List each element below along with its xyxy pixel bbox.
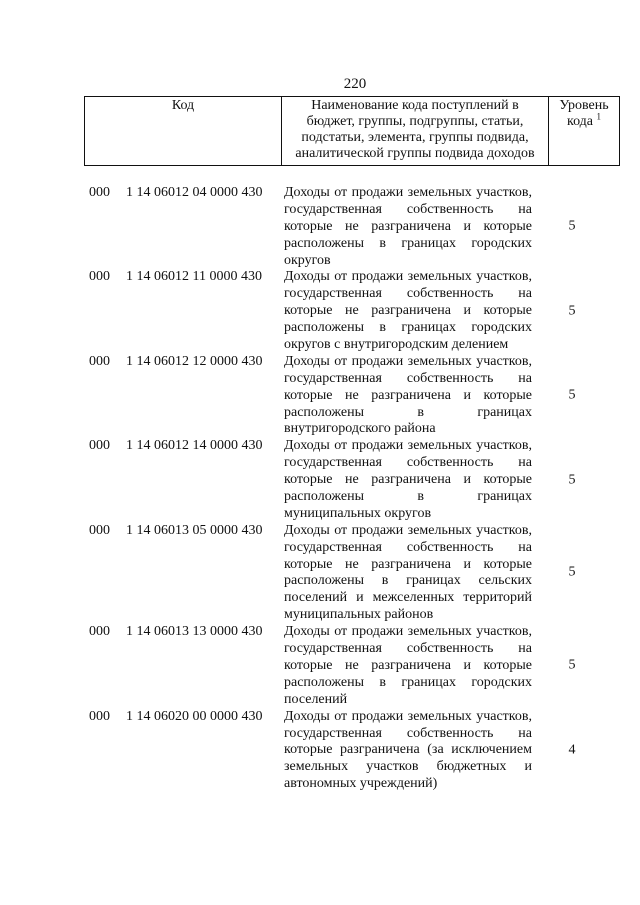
revenue-name — [284, 185, 532, 269]
admin-code: 000 — [89, 185, 110, 200]
revenue-name-line: которые не разграничена и которые — [284, 556, 532, 572]
revenue-code: 1 14 06012 12 0000 430 — [126, 353, 263, 369]
revenue-name-line: государственная собственность на — [284, 286, 532, 302]
revenue-name-line: государственная собственность на — [284, 641, 532, 657]
revenue-name-line: государственная собственность на — [284, 455, 532, 471]
revenue-name-line: поселений — [284, 691, 348, 707]
revenue-name — [284, 354, 532, 438]
revenue-name-line: муниципальных районов — [284, 607, 434, 623]
table-row — [0, 523, 640, 624]
admin-code: 000 — [89, 269, 110, 285]
revenue-name-line: Доходы от продажи земельных участков, — [284, 438, 532, 454]
header-name-cell — [282, 97, 549, 166]
revenue-code: 1 14 06020 00 0000 430 — [126, 708, 263, 724]
revenue-name — [284, 269, 532, 353]
code-level: 5 — [568, 218, 576, 234]
revenue-name-line: расположены в границах городских — [284, 674, 532, 690]
revenue-name-line: Доходы от продажи земельных участков, — [284, 185, 532, 200]
revenue-name-line: государственная собственность на — [284, 539, 532, 555]
header-level-word: кода — [566, 114, 594, 129]
table-row — [0, 624, 640, 708]
admin-code: 000 — [89, 438, 110, 454]
revenue-name — [284, 438, 532, 522]
revenue-name-line: которые не разграничена и которые — [284, 387, 532, 403]
revenue-name-line: которые не разграничена и которые — [284, 657, 532, 673]
revenue-code: 1 14 06012 04 0000 430 — [126, 185, 263, 200]
table-row — [0, 269, 640, 353]
footnote-mark: 1 — [596, 111, 602, 122]
page-number: 220 — [343, 76, 367, 92]
revenue-name — [284, 523, 532, 624]
revenue-name-line: округов — [284, 252, 331, 268]
revenue-name-line: поселений и межселенных территорий — [284, 590, 532, 606]
revenue-name — [284, 624, 532, 708]
header-level-cell — [549, 97, 620, 166]
revenue-name-line: земельных участков бюджетных и — [284, 759, 532, 775]
header-name-line: подстатьи, элемента, группы подвида, — [301, 130, 529, 145]
revenue-name-line: внутригородского района — [284, 421, 436, 437]
revenue-name-line: которые разграничена (за исключением — [284, 742, 532, 758]
admin-code: 000 — [89, 708, 110, 724]
table-header — [84, 96, 620, 166]
header-name-line: аналитической группы подвида доходов — [295, 146, 535, 161]
code-level: 5 — [568, 565, 576, 581]
revenue-name-line: Доходы от продажи земельных участков, — [284, 708, 532, 724]
revenue-name-line: муниципальных округов — [284, 505, 432, 521]
admin-code: 000 — [89, 353, 110, 369]
revenue-code: 1 14 06013 13 0000 430 — [126, 624, 263, 640]
revenue-name-line: государственная собственность на — [284, 370, 532, 386]
header-code-cell — [85, 97, 282, 166]
code-level: 5 — [568, 472, 576, 488]
table-row — [0, 354, 640, 438]
code-level: 4 — [568, 742, 576, 758]
revenue-name-line: Доходы от продажи земельных участков, — [284, 269, 532, 285]
revenue-name-line: государственная собственность на — [284, 725, 532, 741]
table-row — [0, 185, 640, 269]
revenue-code: 1 14 06012 11 0000 430 — [126, 269, 262, 285]
revenue-code-list — [0, 185, 640, 793]
code-level: 5 — [568, 387, 576, 403]
header-name-line: Наименование кода поступлений в — [311, 98, 519, 113]
revenue-name-line: Доходы от продажи земельных участков, — [284, 353, 532, 369]
revenue-name-line: которые не разграничена и которые — [284, 303, 532, 319]
revenue-code: 1 14 06013 05 0000 430 — [126, 522, 263, 538]
header-level-label: Уровень — [559, 98, 609, 113]
revenue-name-line: Доходы от продажи земельных участков, — [284, 624, 532, 640]
admin-code: 000 — [89, 522, 110, 538]
table-row — [0, 438, 640, 522]
header-code-label: Код — [171, 98, 195, 113]
revenue-name-line: расположены в границах сельских — [284, 573, 532, 589]
revenue-name-line: расположены в границах городских — [284, 235, 532, 251]
revenue-name-line: расположены в границах городских — [284, 320, 532, 336]
revenue-name-line: автономных учреждений) — [284, 776, 438, 792]
revenue-name-line: округов с внутригородским делением — [284, 337, 509, 353]
table-row — [0, 709, 640, 793]
revenue-name-line: которые не разграничена и которые — [284, 472, 532, 488]
revenue-name-line: расположены в границах — [284, 404, 532, 420]
header-level-label-2 — [551, 111, 617, 130]
revenue-name-line: государственная собственность на — [284, 201, 532, 217]
admin-code: 000 — [89, 624, 110, 640]
revenue-name — [284, 709, 532, 793]
revenue-name-line: расположены в границах — [284, 489, 532, 505]
code-level: 5 — [568, 657, 576, 673]
header-name-line: бюджет, группы, подгруппы, статьи, — [306, 114, 524, 129]
code-level: 5 — [568, 303, 576, 319]
revenue-code: 1 14 06012 14 0000 430 — [126, 438, 263, 454]
revenue-name-line: Доходы от продажи земельных участков, — [284, 522, 532, 538]
revenue-name-line: которые не разграничена и которые — [284, 218, 532, 234]
